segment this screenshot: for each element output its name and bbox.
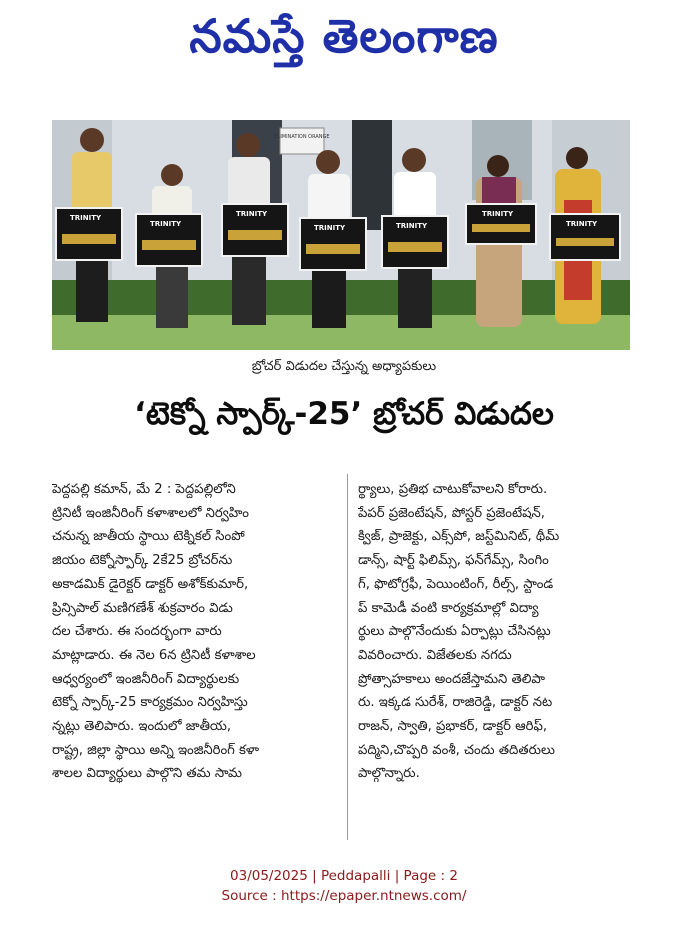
column-divider (347, 474, 348, 840)
article-line: రాష్ట్ర, జిల్లా స్థాయి అన్ని ఇంజినీరింగ్‌ కళా (52, 742, 260, 758)
newspaper-masthead: నమస్తే తెలంగాణ (189, 9, 499, 63)
article-line: వివరించారు. విజేతలకు నగదు (358, 647, 512, 663)
article-line: క్విజ్‌, ప్రాజెక్టు, ఎక్స్‌పో, జస్ట్‌మినిట్‌, థీమ్‌ (358, 529, 560, 545)
article-column-left (52, 478, 332, 786)
brochure-label: TRINITY (150, 220, 182, 228)
source-link[interactable]: Source : https://epaper.ntnews.com/ (221, 888, 467, 904)
door-sign-text: ELIMINATION ORANGE (274, 134, 330, 140)
article-line: ఆధ్వర్యంలో ఇంజినీరింగ్‌ విద్యార్థులకు (52, 671, 240, 687)
article-line: దల చేశారు. ఈ సందర్భంగా వారు (52, 624, 222, 640)
article-column-right (358, 478, 638, 786)
brochure-label: TRINITY (236, 210, 268, 218)
news-photo (52, 120, 630, 350)
article-line: న్నట్లు తెలిపారు. ఇందులో జాతీయ, (52, 719, 232, 735)
article-line: పేపర్‌ ప్రజెంటేషన్‌, పోస్టర్‌ ప్రజెంటేషన్‌, (358, 505, 545, 521)
brochure-label: TRINITY (482, 210, 514, 218)
article-line: పెద్దపల్లి కమాన్‌, మే 2 : పెద్దపల్లిలోని (52, 482, 236, 497)
article-line: ప్రోత్సాహకాలు అందజేస్తామని తెలిపా (358, 671, 546, 687)
brochure-label: TRINITY (566, 220, 598, 228)
article-line: ర్థులు పాల్గొనేందుకు ఏర్పాట్లు చేసినట్లు (358, 624, 551, 640)
article-line: చనున్న జాతీయ స్థాయి టెక్నికల్‌ సింపో (52, 529, 245, 545)
brochure-label: TRINITY (396, 222, 428, 230)
article-line: పాల్గొన్నారు. (358, 766, 420, 782)
article-line: జియం టెక్నోస్పార్క్‌ 2కే25 బ్రోచర్‌ను (52, 553, 233, 569)
article-line: ర్థ్యాలు, ప్రతిభ చాటుకోవాలని కోరారు. (358, 482, 548, 497)
article-line: శాలల విద్యార్థులు పాల్గొని తమ సామ (52, 766, 242, 782)
photo-caption: బ్రోచర్ విడుదల చేస్తున్న అధ్యాపకులు (251, 359, 437, 374)
article-headline: ‘టెక్నో స్పార్క్‌-25’ బ్రోచర్‌ విడుదల (134, 396, 554, 432)
article-line: పద్మిని,చొప్పరి వంశీ, చందు తదితరులు (358, 742, 555, 758)
article-line: ప్‌ కామెడీ వంటి కార్యక్రమాల్లో విద్యా (358, 600, 539, 616)
brochure-label: TRINITY (70, 214, 102, 222)
article-line: రు. ఇక్కడ సురేశ్‌, రాజిరెడ్డి, డాక్టర్‌ నట (358, 695, 553, 711)
article-line: ట్రినిటీ ఇంజినీరింగ్‌ కళాశాలలో నిర్వహిం (52, 505, 249, 521)
edition-info: 03/05/2025 | Peddapalli | Page : 2 (230, 868, 458, 884)
article-line: మాట్లాడారు. ఈ నెల 6న ట్రినిటీ కళాశాల (52, 647, 256, 663)
article-line: ప్రిన్సిపాల్‌ మణిగణేశ్‌ శుక్రవారం విడు (52, 600, 233, 616)
article-line: రాజన్‌, స్వాతి, ప్రభాకర్‌, డాక్టర్‌ ఆరిఫ్‌, (358, 719, 548, 735)
article-line: డాన్స్‌, షార్ట్‌ ఫిలిమ్స్‌, ఫన్‌గేమ్స్‌, సింగిం (358, 553, 549, 569)
brochure-label: TRINITY (314, 224, 346, 232)
article-line: అకాడమిక్‌ డైరెక్టర్‌ డాక్టర్‌ అశోక్‌కుమార్‌, (52, 576, 249, 592)
article-line: గ్‌, ఫొటోగ్రఫీ, పెయింటింగ్‌, రీల్స్‌, స్టాండ (358, 576, 554, 592)
article-line: టెక్నో స్పార్క్‌-25 కార్యక్రమం నిర్వహిస్తు (52, 695, 248, 711)
